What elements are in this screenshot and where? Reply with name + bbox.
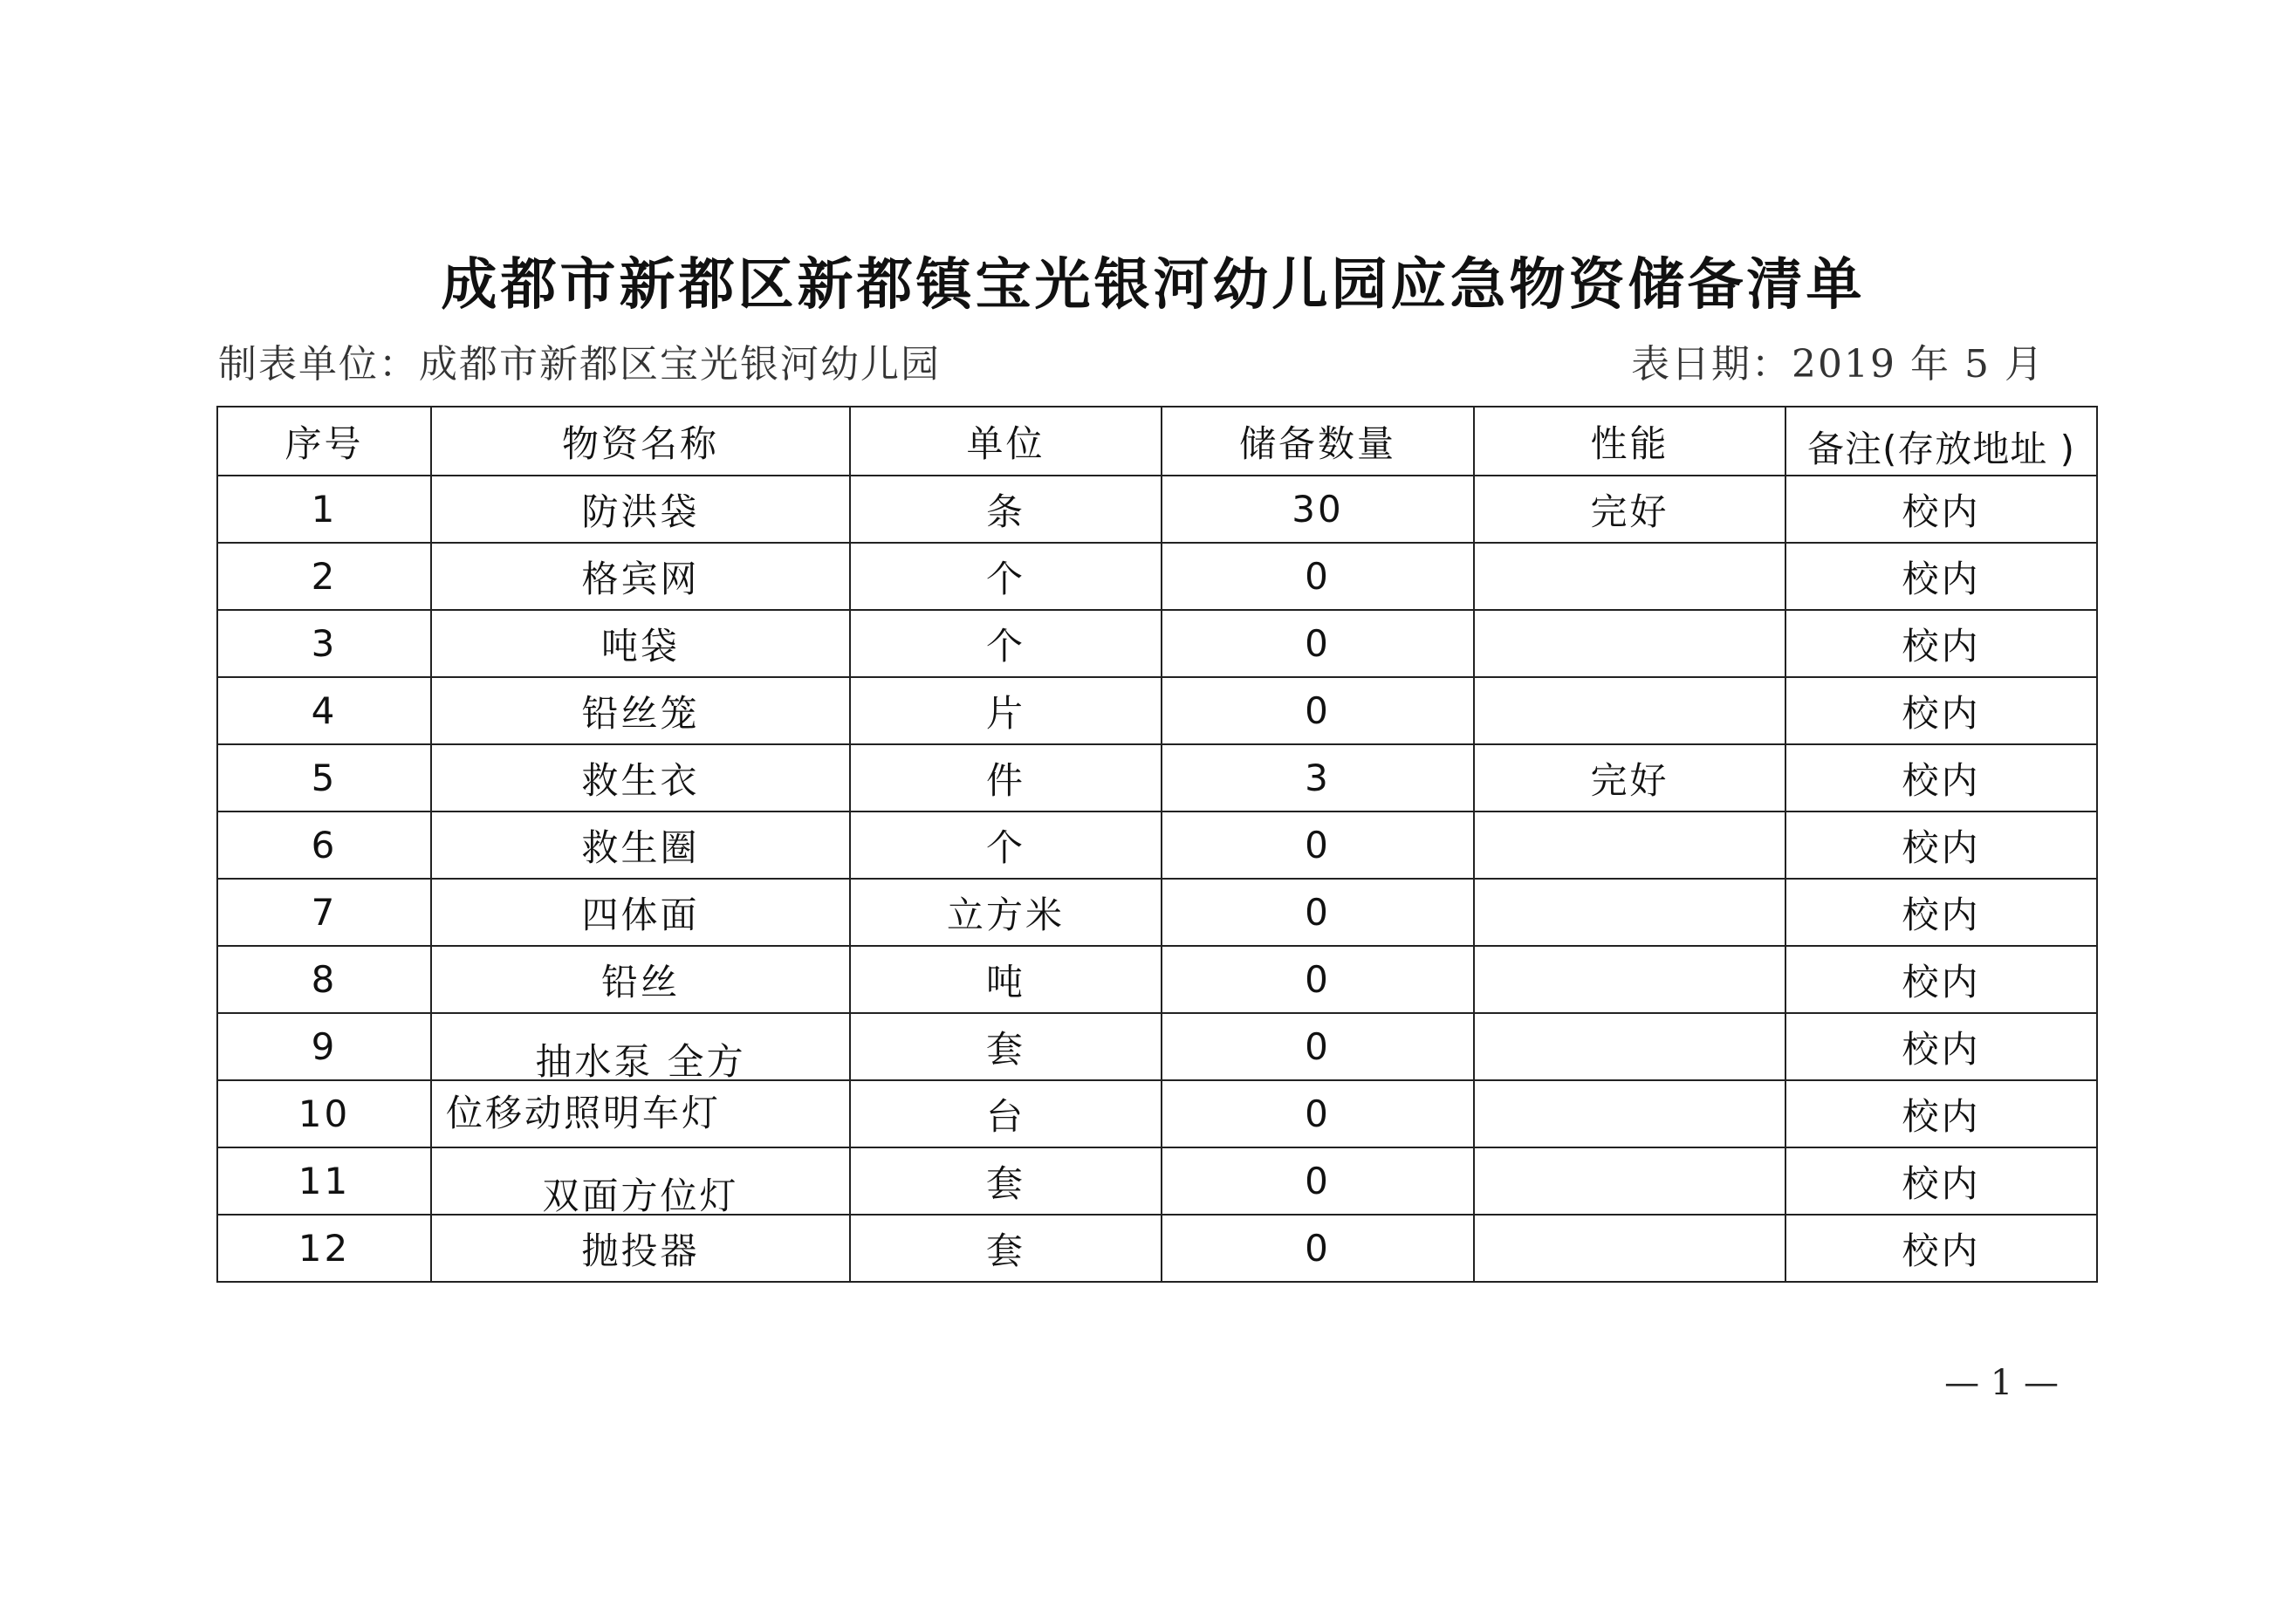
cell-quantity: 0 <box>1162 812 1474 879</box>
cell-unit: 件 <box>850 744 1162 812</box>
cell-remarks: 校内 <box>1785 879 2097 946</box>
cell-quantity: 0 <box>1162 1013 1474 1080</box>
cell-condition <box>1474 677 1785 744</box>
cell-quantity: 0 <box>1162 1147 1474 1215</box>
cell-item-name: 格宾网 <box>431 543 850 610</box>
cell-remarks: 校内 <box>1785 610 2097 677</box>
table-row <box>217 1147 2097 1215</box>
cell-condition <box>1474 1147 1785 1215</box>
header-remarks: 备注(存放地址 ) <box>1785 407 2097 476</box>
item-name-text: 抽水泵 全方 <box>535 1039 746 1080</box>
cell-unit: 立方米 <box>850 879 1162 946</box>
table-row <box>217 812 2097 879</box>
table-row <box>217 1215 2097 1282</box>
header-condition: 性能 <box>1474 407 1785 476</box>
cell-item-name: 吨袋 <box>431 610 850 677</box>
cell-unit: 片 <box>850 677 1162 744</box>
cell-serial: 9 <box>217 1013 431 1080</box>
cell-remarks: 校内 <box>1785 476 2097 543</box>
cell-remarks: 校内 <box>1785 1080 2097 1147</box>
cell-condition: 完好 <box>1474 744 1785 812</box>
cell-remarks: 校内 <box>1785 543 2097 610</box>
cell-condition <box>1474 1080 1785 1147</box>
cell-remarks: 校内 <box>1785 946 2097 1013</box>
cell-remarks: 校内 <box>1785 1147 2097 1215</box>
cell-unit: 套 <box>850 1147 1162 1215</box>
cell-item-name: 铅丝 <box>431 946 850 1013</box>
cell-unit: 套 <box>850 1215 1162 1282</box>
table-row <box>217 744 2097 812</box>
cell-unit: 个 <box>850 543 1162 610</box>
cell-item-name: 四体面 <box>431 879 850 946</box>
preparing-unit: 制表单位：成都市新都区宝光银河幼儿园 <box>218 342 941 387</box>
cell-quantity: 3 <box>1162 744 1474 812</box>
cell-quantity: 30 <box>1162 476 1474 543</box>
table-date: 表日期：2019 年 5 月 <box>1631 342 2045 387</box>
header-item-name: 物资名称 <box>431 407 850 476</box>
cell-condition: 完好 <box>1474 476 1785 543</box>
cell-condition <box>1474 1215 1785 1282</box>
cell-item-name: 救生衣 <box>431 744 850 812</box>
cell-quantity: 0 <box>1162 610 1474 677</box>
cell-remarks: 校内 <box>1785 677 2097 744</box>
cell-remarks: 校内 <box>1785 812 2097 879</box>
table-row <box>217 946 2097 1013</box>
cell-condition <box>1474 1013 1785 1080</box>
cell-unit: 吨 <box>850 946 1162 1013</box>
cell-item-name <box>431 1080 850 1147</box>
header-unit: 单位 <box>850 407 1162 476</box>
cell-serial: 11 <box>217 1147 431 1215</box>
cell-unit: 台 <box>850 1080 1162 1147</box>
page-number: — 1 — <box>1944 1363 2059 1403</box>
cell-serial: 4 <box>217 677 431 744</box>
cell-serial: 1 <box>217 476 431 543</box>
cell-remarks: 校内 <box>1785 1013 2097 1080</box>
table-header-row <box>217 407 2097 476</box>
table-row <box>217 677 2097 744</box>
cell-item-name: 铅丝笼 <box>431 677 850 744</box>
cell-condition <box>1474 543 1785 610</box>
cell-serial: 3 <box>217 610 431 677</box>
item-name-text: 双面方位灯 <box>542 1174 739 1215</box>
inventory-table <box>216 406 2098 1283</box>
cell-item-name: 救生圈 <box>431 812 850 879</box>
table-row <box>217 1080 2097 1147</box>
table-row <box>217 476 2097 543</box>
cell-serial: 7 <box>217 879 431 946</box>
header-serial-number: 序号 <box>217 407 431 476</box>
table-row <box>217 610 2097 677</box>
cell-unit: 套 <box>850 1013 1162 1080</box>
item-name-text: 位移动照明车灯 <box>446 1091 722 1134</box>
cell-serial: 2 <box>217 543 431 610</box>
cell-item-name: 防洪袋 <box>431 476 850 543</box>
cell-unit: 个 <box>850 812 1162 879</box>
header-reserve-quantity: 储备数量 <box>1162 407 1474 476</box>
cell-condition <box>1474 946 1785 1013</box>
table-row <box>217 879 2097 946</box>
cell-quantity: 0 <box>1162 543 1474 610</box>
document-title: 成都市新都区新都镇宝光银河幼儿园应急物资储备清单 <box>441 253 1866 318</box>
cell-serial: 6 <box>217 812 431 879</box>
cell-serial: 12 <box>217 1215 431 1282</box>
cell-quantity: 0 <box>1162 1215 1474 1282</box>
table-row <box>217 543 2097 610</box>
cell-quantity: 0 <box>1162 946 1474 1013</box>
table-row <box>217 1013 2097 1080</box>
cell-quantity: 0 <box>1162 1080 1474 1147</box>
cell-remarks: 校内 <box>1785 744 2097 812</box>
cell-serial: 5 <box>217 744 431 812</box>
cell-unit: 个 <box>850 610 1162 677</box>
cell-unit: 条 <box>850 476 1162 543</box>
cell-condition <box>1474 610 1785 677</box>
cell-quantity: 0 <box>1162 677 1474 744</box>
cell-condition <box>1474 812 1785 879</box>
cell-item-name <box>431 1013 850 1080</box>
cell-condition <box>1474 879 1785 946</box>
cell-serial: 10 <box>217 1080 431 1147</box>
cell-item-name <box>431 1147 850 1215</box>
cell-quantity: 0 <box>1162 879 1474 946</box>
cell-item-name: 抛投器 <box>431 1215 850 1282</box>
cell-remarks: 校内 <box>1785 1215 2097 1282</box>
cell-serial: 8 <box>217 946 431 1013</box>
